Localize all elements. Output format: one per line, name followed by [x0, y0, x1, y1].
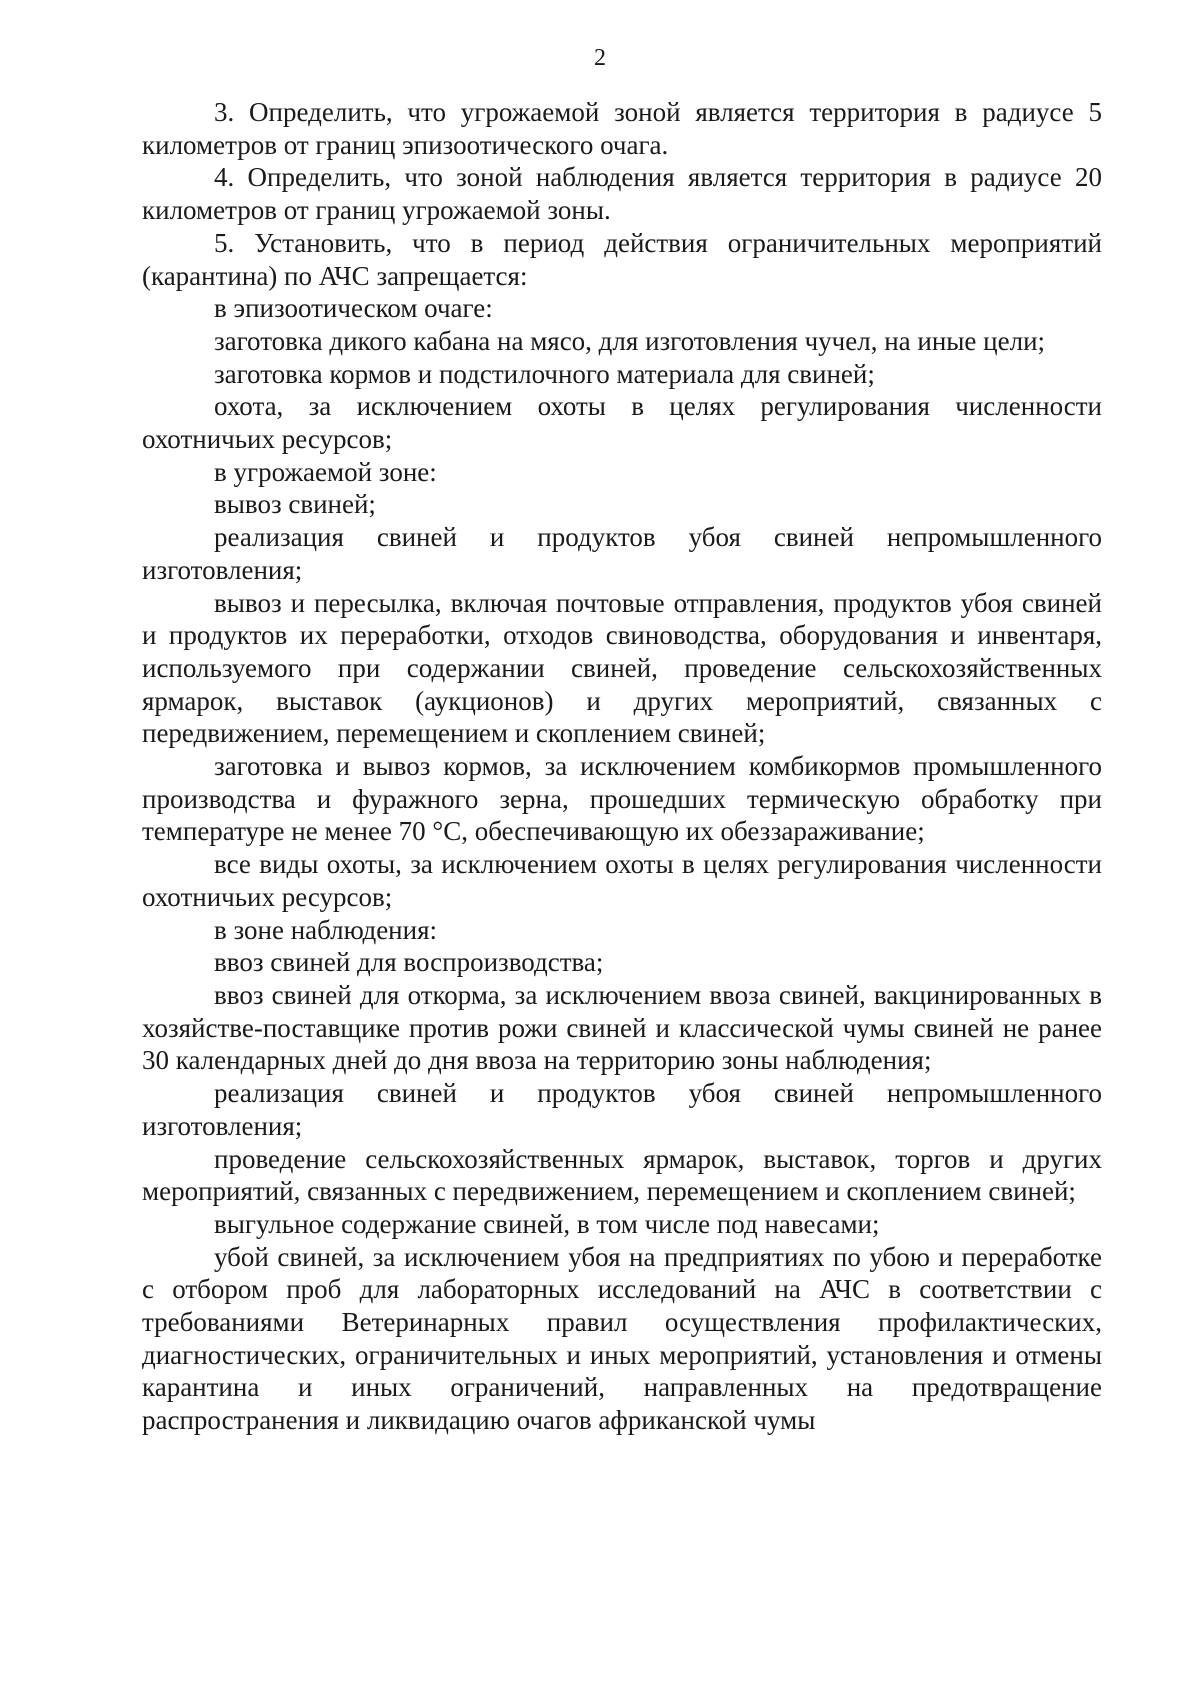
section-heading-observation-zone: в зоне наблюдения: [214, 914, 438, 945]
list-item: заготовка кормов и подстилочного материала для свиней; [214, 358, 875, 389]
paragraph-item-5-prohibitions: 5. Установить, что в период действия ограничительных мероприятий (карантина) по АЧС запрещается: [142, 227, 1102, 291]
list-item: заготовка дикого кабана на мясо, для изготовления чучел, на иные цели; [214, 325, 1046, 356]
list-item: охота, за исключением охоты в целях регулирования численности охотничьих ресурсов; [142, 391, 1102, 455]
list-item: заготовка и вывоз кормов, за исключением комбикормов промышленного производства и фуражного зерна, прошедших термическую обработку при температуре не менее 70 °С, обеспечивающую их обеззараживание; [142, 751, 1102, 847]
list-item: вывоз и пересылка, включая почтовые отправления, продуктов убоя свиней и продуктов их переработки, отходов свиноводства, оборудования и инвентаря, используемого при содержании свиней, проведение сельскохозяйственных ярмарок, выставок (аукционов) и других мероприятий, связанных с передвижением, перемещением и скоплением свиней; [142, 587, 1102, 749]
document-body [142, 96, 1102, 1437]
section-heading-threat-zone: в угрожаемой зоне: [214, 456, 437, 487]
list-item: выгульное содержание свиней, в том числе под навесами; [214, 1208, 880, 1239]
list-item: убой свиней, за исключением убоя на предприятиях по убою и переработке с отбором проб для лабораторных исследований на АЧС в соответствии с требованиями Ветеринарных правил осуществления профилактических, диагностических, ограничительных и иных мероприятий, установления и отмены карантина и иных ограничений, направленных на предотвращение распространения и ликвидацию очагов африканской чумы [142, 1241, 1102, 1436]
list-item: все виды охоты, за исключением охоты в целях регулирования численности охотничьих ресурсов; [142, 849, 1102, 912]
list-item: ввоз свиней для откорма, за исключением ввоза свиней, вакцинированных в хозяйстве-поставщике против рожи свиней и классической чумы свиней не ранее 30 календарных дней до дня ввоза на территорию зоны наблюдения; [142, 979, 1102, 1076]
paragraph-item-4-observation-zone: 4. Определить, что зоной наблюдения является территория в радиусе 20 километров от границ угрожаемой зоны. [142, 162, 1102, 226]
list-item: ввоз свиней для воспроизводства; [214, 947, 604, 978]
page-number: 2 [594, 45, 606, 71]
paragraph-item-3-threat-zone: 3. Определить, что угрожаемой зоной является территория в радиусе 5 километров от границ эпизоотического очага. [142, 97, 1102, 160]
list-item: реализация свиней и продуктов убоя свиней непромышленного изготовления; [142, 522, 1102, 585]
section-heading-epizootic-focus: в эпизоотическом очаге: [214, 293, 493, 324]
list-item: вывоз свиней; [214, 489, 376, 520]
list-item: проведение сельскохозяйственных ярмарок, выставок, торгов и других мероприятий, связанных с передвижением, перемещением и скоплением свиней; [142, 1143, 1102, 1207]
list-item: реализация свиней и продуктов убоя свиней непромышленного изготовления; [142, 1078, 1102, 1141]
